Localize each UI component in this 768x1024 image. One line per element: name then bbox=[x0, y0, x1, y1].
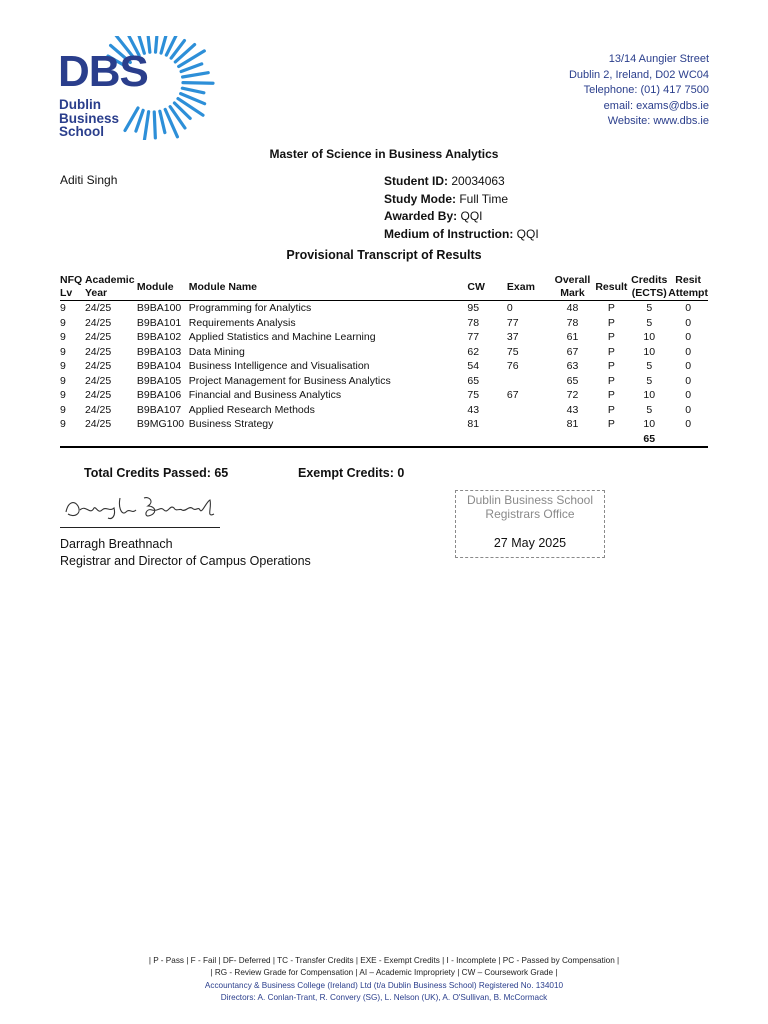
address-street: 13/14 Aungier Street bbox=[608, 53, 709, 65]
cell-module-name: Project Management for Business Analytics bbox=[188, 374, 391, 387]
medium-label: Medium of Instruction: bbox=[384, 226, 514, 241]
cell-academic-year: 24/25 bbox=[84, 374, 112, 387]
cell-coursework: 43 bbox=[467, 403, 480, 416]
logo-ray bbox=[154, 112, 155, 138]
student-id-row bbox=[384, 173, 539, 191]
grade-legend-line-1: | P - Pass | F - Fail | DF- Deferred | TC - Transfer Credits | EXE - Exempt Credits | I - Incomplete | PC - Passed by Compensation | bbox=[148, 956, 620, 965]
cell-result: P bbox=[607, 360, 615, 372]
cell-resit-attempt: 0 bbox=[685, 360, 692, 372]
study-mode-row bbox=[384, 191, 539, 209]
cell-overall-mark: 63 bbox=[566, 360, 579, 372]
cell-module-name: Programming for Analytics bbox=[188, 302, 312, 314]
stamp-line-office: Registrars Office bbox=[485, 507, 575, 521]
transcript-title: Provisional Transcript of Results bbox=[286, 248, 482, 262]
cell-credits: 10 bbox=[643, 345, 656, 358]
cell-nfq-level: 9 bbox=[60, 331, 66, 343]
student-id-value: 20034063 bbox=[451, 174, 505, 188]
stamp-line-school: Dublin Business School bbox=[466, 493, 594, 507]
header-nfq: NFQ Lv bbox=[60, 274, 85, 301]
logo-ray bbox=[182, 88, 204, 93]
logo-name-line: Business bbox=[59, 110, 120, 126]
cell-overall-mark: 43 bbox=[566, 403, 579, 416]
cell-result: P bbox=[607, 316, 615, 329]
cell-result: P bbox=[607, 403, 615, 416]
cell-module-code: B9BA107 bbox=[136, 403, 182, 416]
cell-module-code: B9BA101 bbox=[136, 316, 182, 329]
address-email: email: exams@dbs.ie bbox=[603, 99, 709, 112]
cell-nfq-level: 9 bbox=[60, 360, 66, 372]
cell-credits: 10 bbox=[643, 389, 656, 401]
cell-coursework: 77 bbox=[467, 331, 480, 343]
student-details bbox=[384, 173, 539, 243]
logo-letters: DBS bbox=[58, 47, 148, 96]
cell-credits: 10 bbox=[643, 331, 656, 343]
awarded-by-label: Awarded By: bbox=[384, 209, 458, 223]
table-row bbox=[60, 359, 708, 374]
cell-coursework: 62 bbox=[467, 345, 480, 358]
medium-value: QQI bbox=[516, 226, 539, 241]
cell-result: P bbox=[607, 418, 615, 430]
study-mode-label: Study Mode: bbox=[384, 191, 456, 206]
cell-academic-year: 24/25 bbox=[84, 302, 112, 314]
header-module-name: Module Name bbox=[189, 274, 468, 301]
address-telephone: Telephone: (01) 417 7500 bbox=[583, 84, 709, 96]
logo-school-name bbox=[59, 98, 119, 139]
cell-resit-attempt: 0 bbox=[685, 403, 692, 416]
cell-overall-mark: 72 bbox=[566, 389, 579, 401]
awarded-by-value: QQI bbox=[460, 209, 483, 223]
signature-line bbox=[60, 527, 220, 528]
header-academic-year: Academic Year bbox=[85, 274, 137, 301]
header-resit: Resit Attempt bbox=[668, 274, 708, 299]
logo-ray bbox=[156, 36, 158, 52]
cell-resit-attempt: 0 bbox=[685, 302, 692, 314]
cell-credits: 10 bbox=[643, 418, 656, 430]
cell-result: P bbox=[607, 345, 615, 358]
registrar-title: Registrar and Director of Campus Operations bbox=[60, 554, 311, 568]
cell-exam: 77 bbox=[506, 316, 519, 329]
study-mode-value: Full Time bbox=[459, 191, 509, 206]
table-total-row bbox=[60, 432, 708, 448]
cell-academic-year: 24/25 bbox=[84, 403, 112, 416]
address-city: Dublin 2, Ireland, D02 WC04 bbox=[568, 68, 709, 81]
cell-module-code: B9MG100 bbox=[136, 418, 185, 430]
student-id-label: Student ID: bbox=[384, 174, 448, 188]
cell-coursework: 65 bbox=[467, 374, 480, 387]
grade-legend-line-2: | RG - Review Grade for Compensation | AI – Academic Impropriety | CW – Coursework Grade | bbox=[210, 968, 558, 977]
cell-overall-mark: 78 bbox=[566, 316, 579, 329]
cell-nfq-level: 9 bbox=[60, 345, 66, 358]
cell-resit-attempt: 0 bbox=[685, 345, 692, 358]
registrar-signature bbox=[60, 490, 225, 530]
registrar-name: Darragh Breathnach bbox=[60, 537, 173, 551]
table-row bbox=[60, 403, 708, 418]
cell-coursework: 75 bbox=[467, 389, 480, 401]
address-website: Website: www.dbs.ie bbox=[607, 115, 709, 127]
cell-result: P bbox=[607, 374, 615, 387]
header-cw: CW bbox=[467, 274, 507, 301]
cell-module-code: B9BA100 bbox=[136, 302, 182, 314]
cell-exam bbox=[507, 417, 553, 432]
table-row bbox=[60, 301, 708, 316]
cell-academic-year: 24/25 bbox=[84, 360, 112, 372]
cell-exam: 0 bbox=[506, 302, 513, 314]
cell-module-name: Business Strategy bbox=[188, 418, 274, 430]
header-module: Module bbox=[137, 274, 189, 301]
logo-ray bbox=[166, 36, 179, 55]
table-header-row bbox=[60, 274, 708, 301]
table-row bbox=[60, 417, 708, 432]
cell-academic-year: 24/25 bbox=[84, 316, 112, 329]
cell-credits: 5 bbox=[646, 403, 653, 416]
cell-module-name: Requirements Analysis bbox=[188, 316, 296, 329]
cell-module-name: Business Intelligence and Visualisation bbox=[188, 360, 370, 372]
cell-nfq-level: 9 bbox=[60, 316, 66, 329]
cell-resit-attempt: 0 bbox=[685, 331, 692, 343]
cell-coursework: 54 bbox=[467, 360, 480, 372]
cell-coursework: 81 bbox=[467, 418, 480, 430]
cell-nfq-level: 9 bbox=[60, 374, 66, 387]
cell-module-name: Financial and Business Analytics bbox=[188, 389, 342, 401]
cell-credits: 5 bbox=[646, 302, 653, 314]
cell-credits: 5 bbox=[646, 374, 653, 387]
cell-result: P bbox=[607, 302, 615, 314]
cell-module-code: B9BA103 bbox=[136, 345, 182, 358]
cell-module-code: B9BA102 bbox=[136, 331, 182, 343]
cell-exam: 76 bbox=[506, 360, 519, 372]
cell-exam bbox=[507, 374, 553, 389]
cell-nfq-level: 9 bbox=[60, 302, 66, 314]
cell-nfq-level: 9 bbox=[60, 389, 66, 401]
cell-academic-year: 24/25 bbox=[84, 331, 112, 343]
cell-module-name: Applied Research Methods bbox=[188, 403, 315, 416]
logo-ray bbox=[144, 112, 148, 140]
logo-ray bbox=[160, 111, 165, 132]
cell-module-name: Data Mining bbox=[188, 345, 245, 358]
table-row bbox=[60, 316, 708, 331]
cell-result: P bbox=[607, 331, 615, 343]
table-row bbox=[60, 345, 708, 360]
table-row bbox=[60, 374, 708, 389]
company-registration: Accountancy & Business College (Ireland) Ltd (t/a Dublin Business School) Registered No. 134010 bbox=[204, 981, 564, 990]
medium-row bbox=[384, 226, 539, 244]
header-result: Result bbox=[592, 274, 630, 301]
cell-nfq-level: 9 bbox=[60, 418, 66, 430]
exempt-credits: Exempt Credits: 0 bbox=[298, 466, 405, 480]
company-directors: Directors: A. Conlan-Trant, R. Convery (SG), L. Nelson (UK), A. O'Sullivan, B. McCormack bbox=[220, 993, 548, 1002]
stamp-date: 27 May 2025 bbox=[493, 536, 567, 550]
cell-module-name: Applied Statistics and Machine Learning bbox=[188, 331, 376, 343]
cell-nfq-level: 9 bbox=[60, 403, 66, 416]
logo-name-line: School bbox=[59, 124, 105, 139]
cell-credits: 5 bbox=[646, 316, 653, 329]
header-exam: Exam bbox=[507, 274, 553, 301]
table-row bbox=[60, 388, 708, 403]
logo-ray bbox=[136, 110, 143, 131]
cell-exam: 67 bbox=[506, 389, 519, 401]
logo-name-line: Dublin bbox=[59, 97, 101, 112]
header-credits: Credits (ECTS) bbox=[631, 274, 668, 299]
cell-resit-attempt: 0 bbox=[685, 418, 692, 430]
cell-academic-year: 24/25 bbox=[84, 418, 112, 430]
cell-module-code: B9BA104 bbox=[136, 360, 182, 372]
total-credits-cell: 65 bbox=[630, 432, 668, 448]
cell-overall-mark: 81 bbox=[566, 418, 579, 430]
cell-coursework: 78 bbox=[467, 316, 480, 329]
results-table bbox=[60, 274, 708, 448]
awarded-by-row bbox=[384, 208, 539, 226]
cell-exam: 75 bbox=[506, 345, 519, 358]
logo-ray bbox=[183, 83, 213, 84]
program-title: Master of Science in Business Analytics bbox=[269, 147, 499, 161]
cell-overall-mark: 67 bbox=[566, 345, 579, 358]
cell-resit-attempt: 0 bbox=[685, 374, 692, 387]
table-row bbox=[60, 330, 708, 345]
cell-exam bbox=[507, 403, 553, 418]
cell-overall-mark: 61 bbox=[566, 331, 579, 343]
cell-module-code: B9BA105 bbox=[136, 374, 182, 387]
cell-overall-mark: 65 bbox=[566, 374, 579, 387]
student-name: Aditi Singh bbox=[60, 173, 118, 187]
cell-resit-attempt: 0 bbox=[685, 316, 692, 329]
header-overall-mark: Overall Mark bbox=[553, 274, 593, 301]
cell-coursework: 95 bbox=[467, 302, 480, 314]
school-address bbox=[569, 52, 709, 130]
logo-ray bbox=[181, 64, 202, 72]
cell-module-code: B9BA106 bbox=[136, 389, 182, 401]
total-credits-passed: Total Credits Passed: 65 bbox=[84, 466, 229, 480]
registrar-block bbox=[60, 536, 311, 570]
cell-overall-mark: 48 bbox=[566, 302, 579, 314]
logo-ray bbox=[183, 73, 209, 77]
cell-academic-year: 24/25 bbox=[84, 345, 112, 358]
cell-academic-year: 24/25 bbox=[84, 389, 112, 401]
cell-exam: 37 bbox=[506, 331, 519, 343]
cell-resit-attempt: 0 bbox=[685, 389, 692, 401]
cell-result: P bbox=[607, 389, 615, 401]
cell-credits: 5 bbox=[646, 360, 653, 372]
